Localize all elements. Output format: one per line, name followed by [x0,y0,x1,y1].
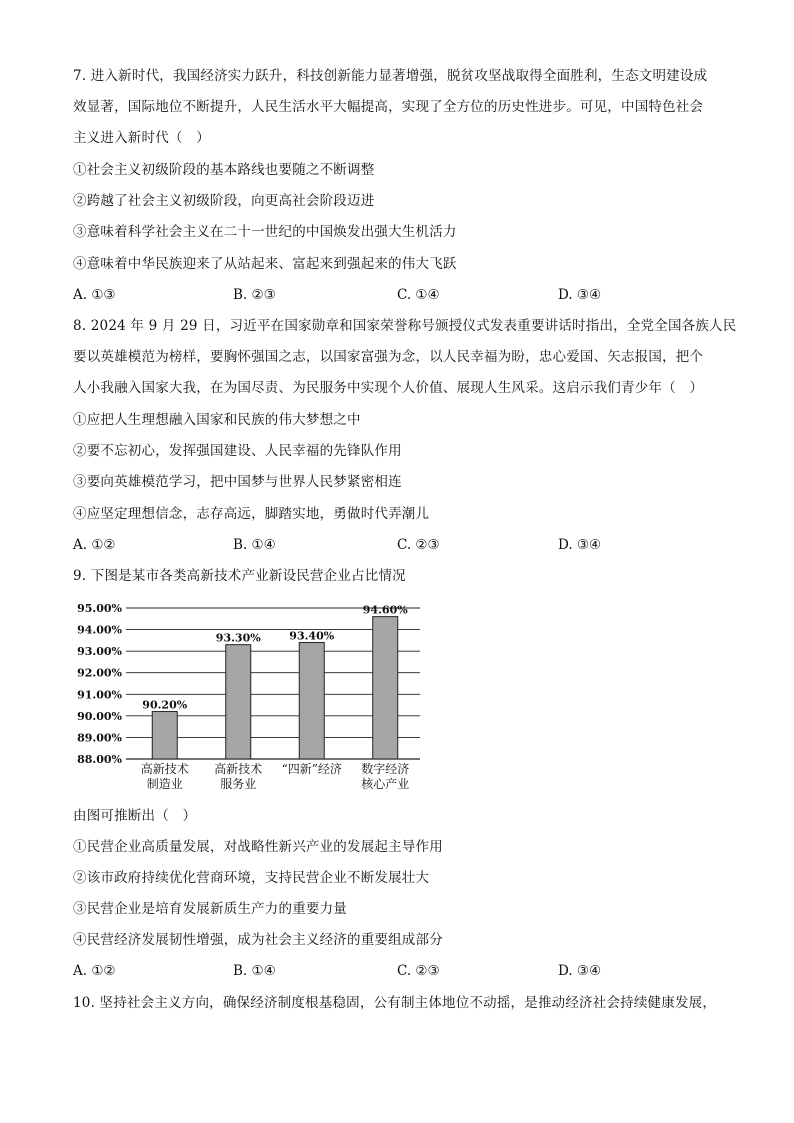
q9-statement-4: ④民营经济发展韧性增强，成为社会主义经济的重要组成部分 [73,932,443,948]
chart-data-labels [142,604,408,712]
q7-statement-4: ④意味着中华民族迎来了从站起来、富起来到强起来的伟大飞跃 [73,256,457,272]
chart-category-label: 核心产业 [361,777,410,791]
q9-statement-3: ③民营企业是培育发展新质生产力的重要力量 [73,901,347,917]
q7-stem-line-2: 效显著，国际地位不断提升，人民生活水平大幅提高，实现了全方位的历史性进步。可见，中国特色社会 [73,99,704,115]
q7-option-b: B. ②③ [233,287,276,303]
q7-statement-3: ③意味着科学社会主义在二十一世纪的中国焕发出强大生机活力 [73,224,457,240]
chart-y-tick-label: 93.00% [77,645,122,659]
q8-stem-line-2: 要以英雄模范为榜样，要胸怀强国之志，以国家富强为念，以人民幸福为盼，忠心爱国、矢志报国，把个 [73,349,704,365]
q7-stem-line-3: 主义进入新时代（ ） [73,130,210,146]
chart-data-label: 93.30% [215,631,261,645]
q9-option-a: A. ①② [73,963,116,979]
chart-y-tick-label: 88.00% [77,753,122,766]
q9-option-c: C. ②③ [397,963,440,979]
q9-intro: 9. 下图是某市各类高新技术产业新设民营企业占比情况 [73,568,406,584]
q8-stem-line-1: 8. 2024 年 9 月 29 日，习近平在国家勋章和国家荣誉称号颁授仪式发表重要讲话时指出，全党全国各族人民 [73,318,737,334]
chart-category-label: 服务业 [220,777,257,791]
q9-option-b: B. ①④ [233,963,276,979]
q9-statement-2: ②该市政府持续优化营商环境，支持民营企业不断发展壮大 [73,870,430,886]
q8-statement-4: ④应坚定理想信念，志存高远，脚踏实地，勇做时代弄潮儿 [73,506,430,522]
q7-statement-1: ①社会主义初级阶段的基本路线也要随之不断调整 [73,162,375,178]
q7-option-d: D. ③④ [558,287,602,303]
q7-option-a: A. ①③ [73,287,116,303]
chart-y-ticks [77,602,122,766]
q8-statement-3: ③要向英雄模范学习，把中国梦与世界人民梦紧密相连 [73,474,402,490]
chart-bar [299,643,324,759]
chart-data-label: 90.20% [142,698,188,712]
q8-option-b: B. ①④ [233,537,276,553]
chart-y-tick-label: 89.00% [77,731,122,745]
chart-category-label: “四新”经济 [281,762,342,776]
q7-option-c: C. ①④ [397,287,440,303]
q7-stem-line-1: 7. 进入新时代，我国经济实力跃升，科技创新能力显著增强，脱贫攻坚战取得全面胜利，生态文明建设成 [73,68,708,84]
q9-option-d: D. ③④ [558,963,602,979]
chart-y-tick-label: 91.00% [77,688,122,702]
q8-option-c: C. ②③ [397,537,440,553]
chart-category-label: 数字经济 [361,762,410,776]
chart-y-tick-label: 92.00% [77,666,122,680]
chart-y-tick-label: 95.00% [77,602,122,615]
q8-statement-1: ①应把人生理想融入国家和民族的伟大梦想之中 [73,412,361,428]
chart-category-label: 高新技术 [214,762,263,776]
q9-statement-1: ①民营企业高质量发展，对战略性新兴产业的发展起主导作用 [73,839,443,855]
chart-bar [152,712,177,759]
chart-bar [226,645,251,759]
bar-chart [66,596,436,796]
q9-question-prompt: 由图可推断出（ ） [73,808,197,824]
q10-stem-line-1: 10. 坚持社会主义方向，确保经济制度根基稳固，公有制主体地位不动摇，是推动经济社会持续健康发展， [73,995,717,1011]
chart-data-label: 93.40% [289,629,335,643]
q8-statement-2: ②要不忘初心，发挥强国建设、人民幸福的先锋队作用 [73,443,402,459]
chart-y-tick-label: 90.00% [77,709,122,723]
chart-category-label: 高新技术 [140,762,189,776]
q8-option-a: A. ①② [73,537,116,553]
chart-category-label: 制造业 [146,777,183,791]
chart-data-label: 94.60% [362,603,408,617]
chart-bar [373,617,398,759]
q8-stem-line-3: 人小我融入国家大我，在为国尽责、为民服务中实现个人价值、展现人生风采。这启示我们青少年（ ） [73,380,704,396]
q7-statement-2: ②跨越了社会主义初级阶段，向更高社会阶段迈进 [73,193,375,209]
chart-y-tick-label: 94.00% [77,623,122,637]
chart-category-labels [141,761,410,791]
q8-option-d: D. ③④ [558,537,602,553]
